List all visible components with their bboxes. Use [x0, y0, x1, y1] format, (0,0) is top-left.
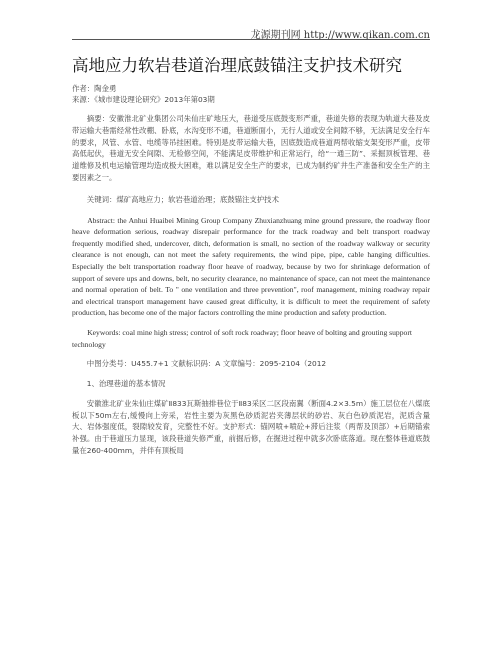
- keywords-english: Keywords: coal mine high stress; control of soft rock roadway; floor heave of bolting and grouting support technology: [72, 327, 412, 349]
- classification-info: 中图分类号：U455.7+1 文献标识码：A 文章编号：2095-2104（2012: [86, 359, 327, 369]
- abstract-chinese: 摘要：安徽淮北矿业集团公司朱仙庄矿地压大，巷道受压底鼓变形严重，巷道失修的表现为轨道大巷及皮带运输大巷需经常性改棚、卧底，水沟变形不通，巷道断面小，无行人道或安全间隙不够，无法满足安全行车的要求，风管、水管、电缆等吊挂困难。特别是皮带运输大巷，因底鼓造成巷道两帮收缩支架变形严重，皮带高低起伏，巷道无安全间隙、无检修空间，不能满足皮带维护和正常运行，给“一通三防”、采掘顶板管理、巷道维修及机电运输管理均造成极大困难，难以满足安全生产的要求，已成为制约矿井生产准备和安全生产的主要因素之一。: [72, 114, 430, 182]
- keywords-chinese: 关键词：煤矿高地应力；软岩巷道治理；底鼓锚注支护技术: [86, 194, 279, 204]
- article-author: 作者：陶金勇: [72, 84, 117, 93]
- article-title: 高地应力软岩巷道治理底鼓锚注支护技术研究: [72, 56, 402, 75]
- abstract-english: Abstract: the Anhui Huaibei Mining Group Company Zhuxianzhuang mine ground pressure, the roadway floor heave deformation serious, roadway disrepair performance for the track roadway and belt transport roadway frequently modified shed, undercover, ditch, deformation is small, no section of the roadway walkway or security clearance is not enough, can not meet the safety requirements, the wind pipe, pipe, cable hanging difficulties. Especially the belt transportation roadway floor heave of roadway, because by two for shrinkage deformation of support of severe ups and downs, belt, no security clearance, no maintenance of space, can not meet the maintenance and normal operation of belt. To " one ventilation and three prevention", roof management, mining roadway repair and electrical transport management have caused great difficulty, it is difficult to meet the requirement of safety production, has become one of the major factors controlling the mine production and safety production.: [72, 215, 430, 318]
- section-heading: 1、治理巷道的基本情况: [86, 378, 166, 388]
- body-paragraph: 安徽淮北矿业朱仙庄煤矿Ⅱ833瓦斯抽排巷位于Ⅱ83采区二区段南翼（断面4.2×3.5m）施工层位在八煤底板以下50m左右,缓慢向上旁采，岩性主要为灰黑色砂质泥岩夹薄层状的砂岩、灰白色砂质泥岩，泥质含量大、岩体强度低，裂隙较发育，完整性不好。支护形式：锚网喷+喷砼+滞后注浆（两帮及顶部）+后期锚索补强。由于巷道压力显现，该段巷道失修严重，前掘后修，在掘进过程中就多次卧底落道。现在整体巷道底鼓量在260-400mm，并伴有顶板局: [72, 398, 430, 455]
- article-content: [72, 54, 430, 457]
- article-source: 来源：《城市建设理论研究》2013年第03期: [72, 95, 215, 104]
- header-divider: [72, 39, 430, 40]
- site-header[interactable]: 龙源期刊网 http://www.qikan.com.cn: [250, 30, 430, 41]
